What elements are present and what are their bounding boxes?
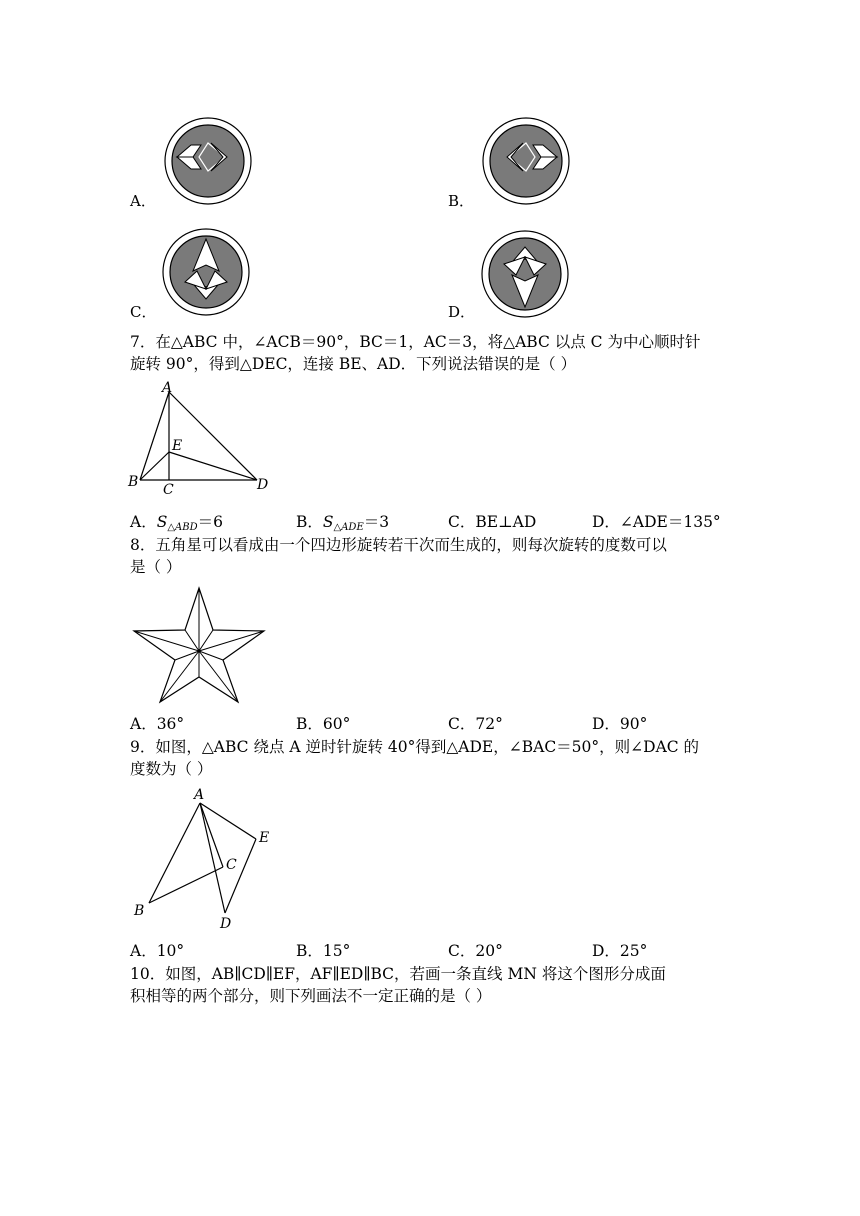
- q7-stem-line2: 旋转 90°，得到△DEC，连接 BE、AD．下列说法错误的是（ ）: [130, 355, 577, 373]
- q7-label-d: D: [257, 477, 269, 493]
- q9-stem-line2: 度数为（ ）: [130, 760, 213, 778]
- q10-stem-line1: 10．如图，AB∥CD∥EF，AF∥ED∥BC，若画一条直线 MN 将这个图形分成面: [130, 965, 666, 983]
- q9-label-a: A: [194, 787, 205, 803]
- q9-option-c: C．20°: [448, 942, 503, 960]
- q9-label-c: C: [226, 857, 237, 873]
- q7-label-e: E: [172, 438, 183, 454]
- q6-figure-d: [480, 229, 570, 319]
- q8-option-b: B．60°: [296, 715, 351, 733]
- q8-star-figure: [130, 585, 268, 705]
- q9-option-a: A．10°: [130, 942, 185, 960]
- q10-stem-line2: 积相等的两个部分，则下列画法不一定正确的是（ ）: [130, 987, 492, 1005]
- q9-figure: [128, 785, 278, 933]
- q6-figure-a: [163, 116, 253, 206]
- q7-option-b: B．S△ADE＝3: [296, 513, 390, 533]
- q9-label-e: E: [259, 830, 270, 846]
- q7-label-c: C: [163, 482, 174, 498]
- q8-option-d: D．90°: [592, 715, 648, 733]
- q6-figure-b: [481, 116, 571, 206]
- q9-option-b: B．15°: [296, 942, 351, 960]
- q8-option-c: C．72°: [448, 715, 503, 733]
- q6-option-d-label: D．: [448, 303, 476, 321]
- q9-label-d: D: [220, 916, 232, 932]
- q6-option-b-label: B．: [448, 192, 475, 210]
- q6-option-c-label: C．: [130, 303, 157, 321]
- q7-label-b: B: [128, 474, 139, 490]
- q8-stem-line2: 是（ ）: [130, 558, 182, 576]
- q7-label-a: A: [162, 380, 173, 396]
- q9-option-d: D．25°: [592, 942, 648, 960]
- q8-stem-line1: 8．五角星可以看成由一个四边形旋转若干次而生成的，则每次旋转的度数可以: [130, 536, 667, 554]
- q7-option-d: D．∠ADE＝135°: [592, 513, 721, 531]
- q6-figure-c: [161, 227, 251, 317]
- q7-stem-line1: 7．在△ABC 中，∠ACB＝90°，BC＝1，AC＝3，将△ABC 以点 C 为中心顺时针: [130, 333, 701, 351]
- q6-option-a-label: A．: [130, 192, 156, 210]
- q8-option-a: A．36°: [130, 715, 185, 733]
- q7-option-a: A．S△ABD＝6: [130, 513, 223, 533]
- q7-figure: [127, 380, 277, 500]
- q9-stem-line1: 9．如图，△ABC 绕点 A 逆时针旋转 40°得到△ADE，∠BAC＝50°，则∠DAC 的: [130, 738, 700, 756]
- q9-label-b: B: [134, 903, 145, 919]
- q7-option-c: C．BE⊥AD: [448, 513, 537, 531]
